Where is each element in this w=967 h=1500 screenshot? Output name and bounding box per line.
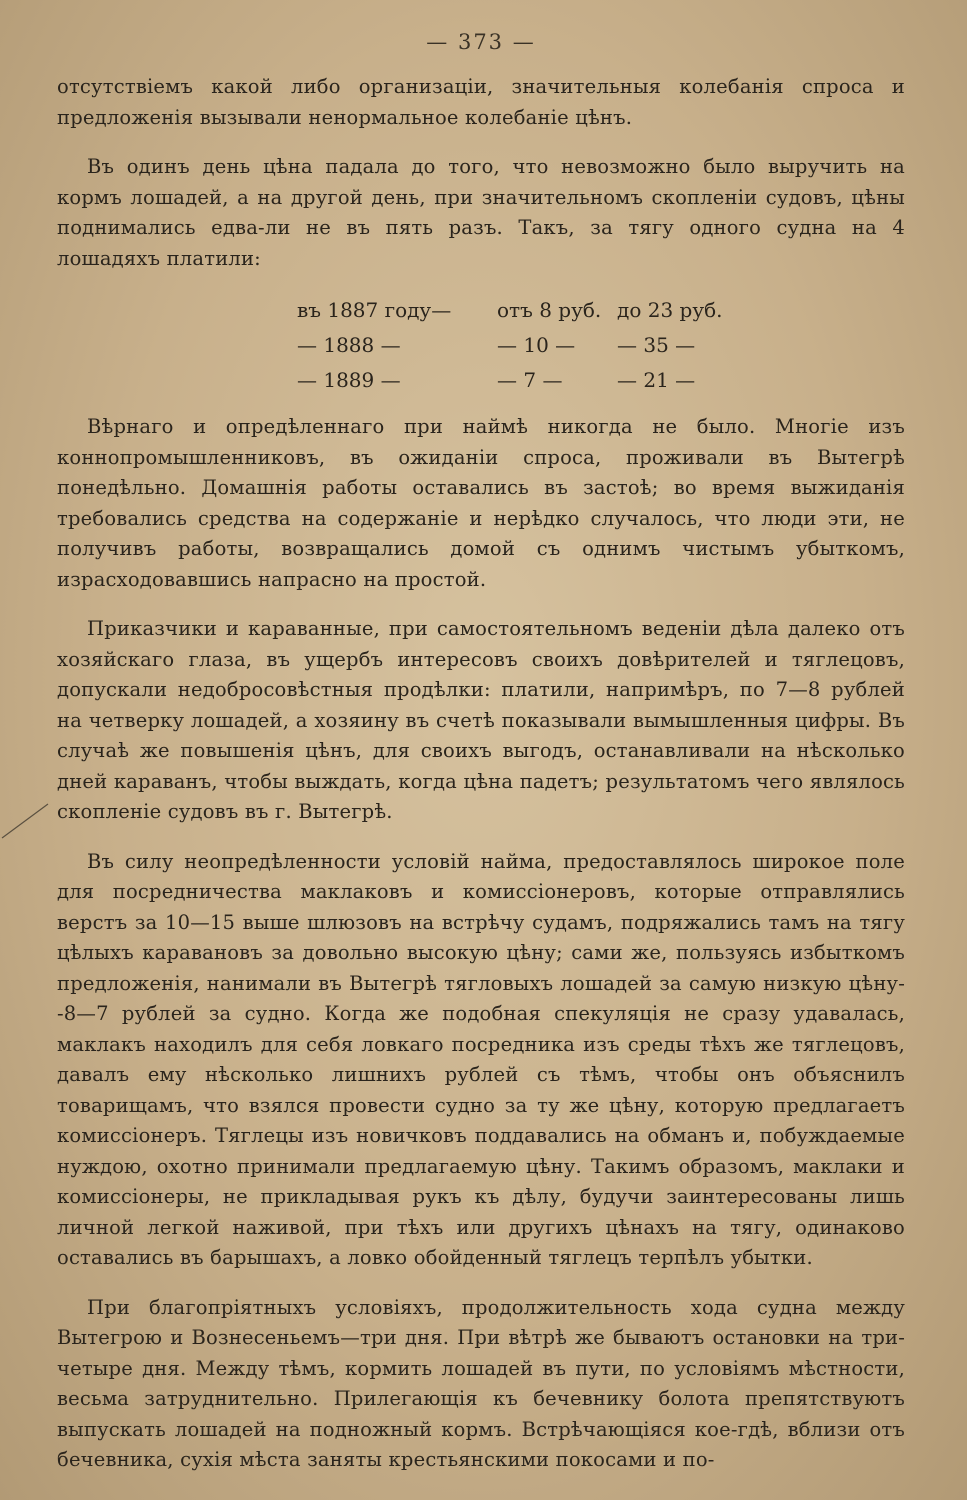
price-from: отъ 8 руб. <box>497 298 602 322</box>
price-from: — 7 — <box>497 368 563 392</box>
price-year: — 1888 — <box>297 333 401 357</box>
price-year: — 1889 — <box>297 368 401 392</box>
pencil-margin-mark <box>0 800 60 840</box>
paragraph-5: Въ силу неопредѣленности условій найма, предоставлялось широкое поле для посредничества маклаковъ и комиссіонеровъ, которые отправлялись верстъ за 10—15 выше шлюзовъ на встрѣчу судамъ, подряжались тамъ на тягу цѣлыхъ каравановъ за довольно высокую цѣну; сами же, пользуясь избыткомъ предложенія, нанимали въ Вытегрѣ тягловыхъ лошадей за самую низкую цѣну--8—7 рублей за судно. Когда же подобная спекуляція не сразу удавалась, маклакъ находилъ для себя ловкаго посредника изъ среды тѣхъ же тяглецовъ, давалъ ему нѣсколько лишнихъ рублей съ тѣмъ, чтобы онъ объяснилъ товарищамъ, что взялся провести судно за ту же цѣну, которую предлагаетъ комиссіонеръ. Тяглецы изъ новичковъ поддавались на обманъ и, побуждаемые нуждою, охотно принимали предлагаемую цѣну. Такимъ образомъ, маклаки и комиссіонеры, не прикладывая рукъ къ дѣлу, будучи заинтересованы лишь личной легкой наживой, при тѣхъ или другихъ цѣнахъ на тягу, одинаково оставались въ барышахъ, а ловко обойденный тяглецъ терпѣлъ убытки. <box>57 849 905 1269</box>
paragraph-2: Въ одинъ день цѣна падала до того, что невозможно было выручить на кормъ лошадей, а на другой день, при значительномъ скопленіи судовъ, цѣны поднимались едва-ли не въ пять разъ. Такъ, за тягу одного судна на 4 лошадяхъ платили: <box>57 155 905 270</box>
price-row-1888 <box>297 328 905 363</box>
price-year: въ 1887 году— <box>297 298 452 322</box>
price-to: — 21 — <box>617 368 696 392</box>
paragraph-4: Приказчики и караванные, при самостоятельномъ веденіи дѣла далеко отъ хозяйскаго глаза, въ ущербъ интересовъ своихъ довѣрителей и тяглецовъ, допускали недобросовѣстныя продѣлки: платили, напримѣръ, по 7—8 рублей на четверку лошадей, а хозяину въ счетѣ показывали вымышленныя цифры. Въ случаѣ же повышенія цѣнъ, для своихъ выгодъ, останавливали на нѣсколько дней караванъ, чтобы выждать, когда цѣна падетъ; результатомъ чего являлось скопленіе судовъ въ г. Вытегрѣ. <box>57 617 905 823</box>
paragraph-1: отсутствіемъ какой либо организаціи, значительныя колебанія спроса и предложенія вызывали ненормальное колебаніе цѣнъ. <box>57 75 905 129</box>
page-number: — 373 — <box>426 30 536 54</box>
paragraph-3: Вѣрнаго и опредѣленнаго при наймѣ никогда не было. Многіе изъ коннопромышленниковъ, въ ожиданіи спроса, проживали въ Вытегрѣ понедѣльно. Домашнія работы оставались въ застоѣ; во время выжиданія требовались средства на содержаніе и нерѣдко случалось, что люди эти, не получивъ работы, возвращались домой съ однимъ чистымъ убыткомъ, израсходовавшись напрасно на простой. <box>57 415 905 591</box>
price-row-1887 <box>297 293 905 328</box>
price-to: до 23 руб. <box>617 298 723 322</box>
price-table <box>297 293 905 398</box>
price-to: — 35 — <box>617 333 696 357</box>
price-row-1889 <box>297 363 905 398</box>
price-from: — 10 — <box>497 333 576 357</box>
paragraph-6: При благопріятныхъ условіяхъ, продолжительность хода судна между Вытегрою и Вознесеньемъ—три дня. При вѣтрѣ же бываютъ остановки на три-четыре дня. Между тѣмъ, кормить лошадей въ пути, по условіямъ мѣстности, весьма затруднительно. Прилегающія къ бечевнику болота препятствуютъ выпускать лошадей на подножный кормъ. Встрѣчающіяся кое-гдѣ, вблизи отъ бечевника, сухія мѣста заняты крестьянскими покосами и по- <box>57 1295 905 1471</box>
